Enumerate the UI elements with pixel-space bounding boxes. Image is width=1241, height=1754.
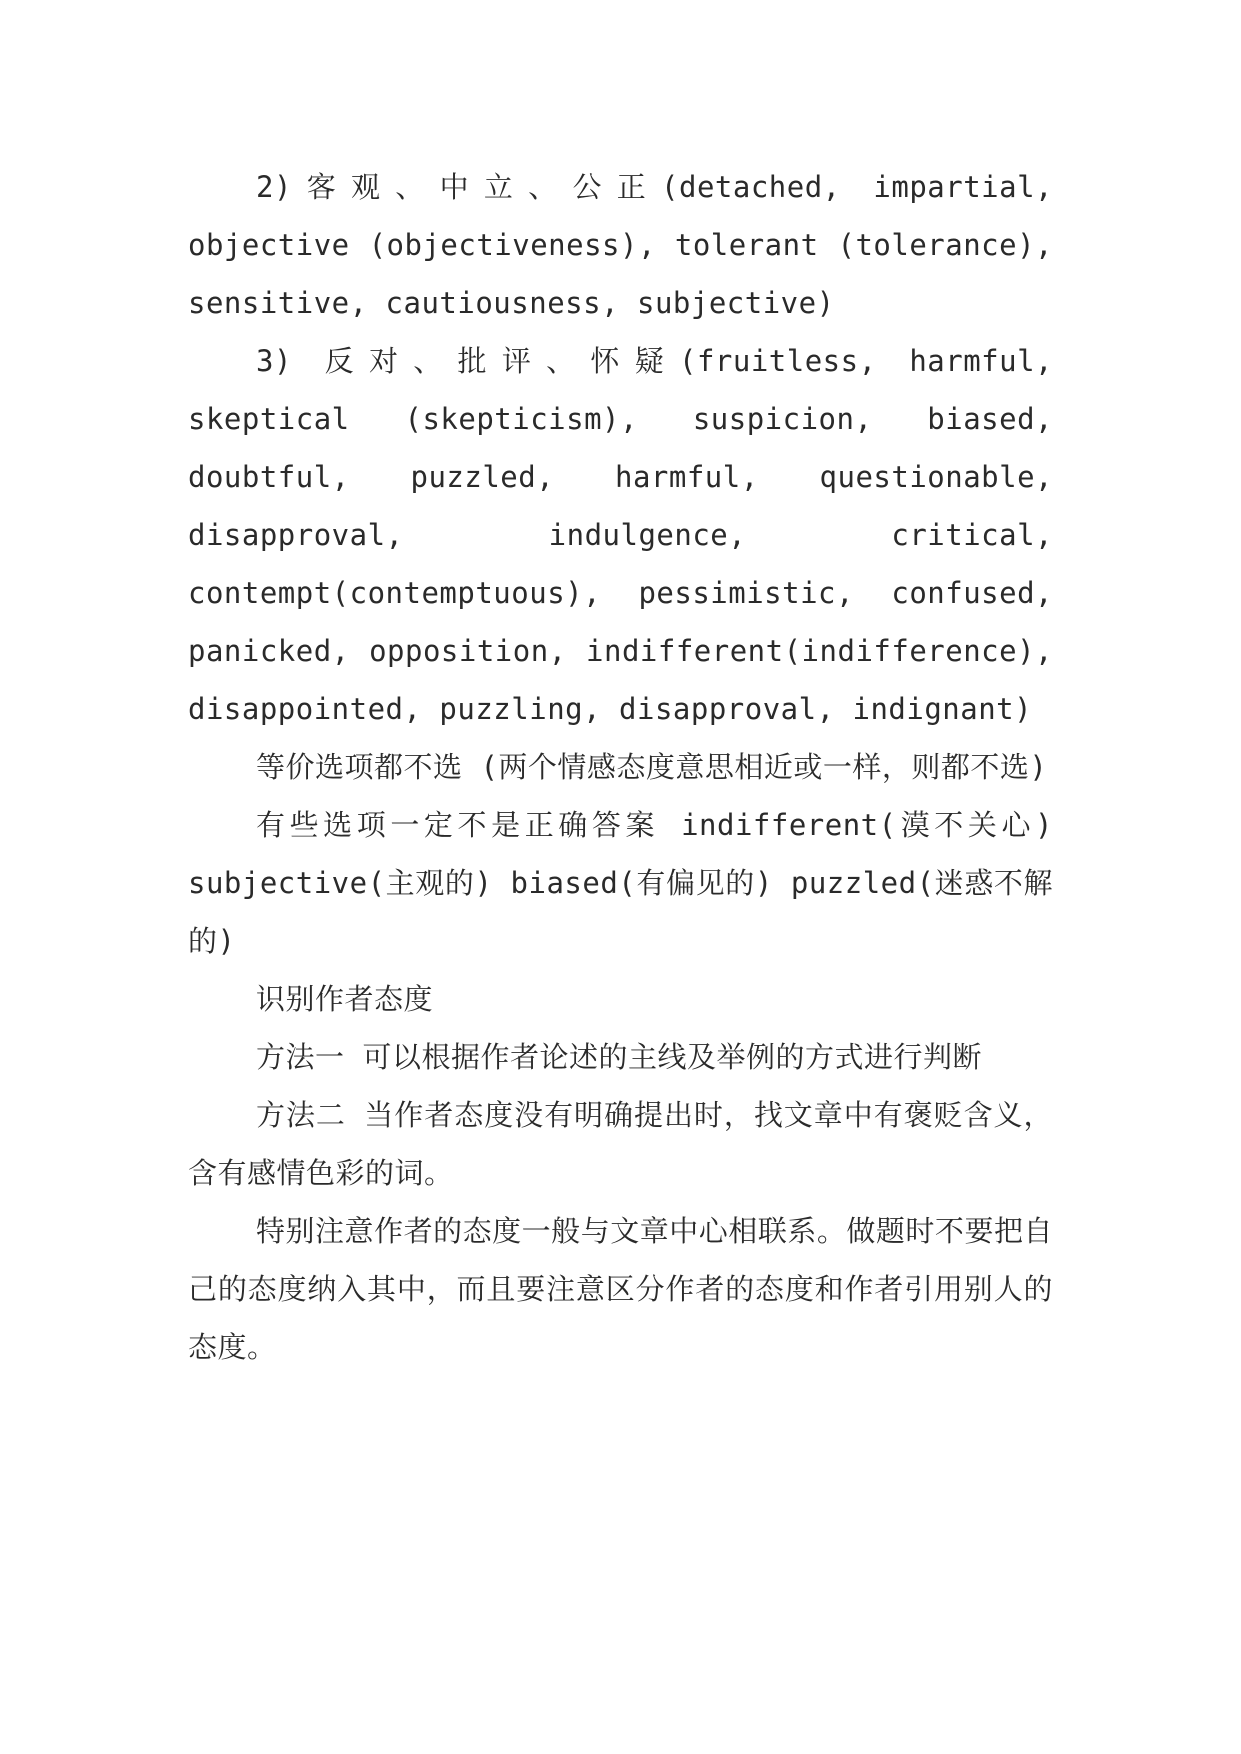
- paragraph-method-one: 方法一 可以根据作者论述的主线及举例的方式进行判断: [256, 1040, 982, 1074]
- paragraph-identify-attitude-heading: 识别作者态度: [256, 982, 434, 1016]
- document-page: [188, 158, 1053, 1376]
- paragraph-method-two: 方法二 当作者态度没有明确提出时，找文章中有褒贬含义，含有感情色彩的词。: [188, 1098, 1053, 1190]
- paragraph-wrong-answers: 有些选项一定不是正确答案 indifferent(漠不关心) subjective(主观的) biased(有偏见的) puzzled(迷惑不解的): [188, 808, 1053, 958]
- paragraph-negative-attitudes: 3) 反对、批评、怀疑(fruitless, harmful, skeptical (skepticism), suspicion, biased, doubtful, puzzled, harmful, questionable, disapproval, indulgence, critical, contempt(contemptuous), pessimistic, confused, panicked, opposition, indifferent(indifference), disappointed, puzzling, disapproval, indignant): [188, 344, 1053, 726]
- paragraph-neutral-attitudes: 2)客观、中立、公正(detached, impartial, objective (objectiveness), tolerant (tolerance), sensitive, cautiousness, subjective): [188, 170, 1053, 320]
- paragraph-special-note: 特别注意作者的态度一般与文章中心相联系。做题时不要把自己的态度纳入其中，而且要注意区分作者的态度和作者引用别人的态度。: [188, 1214, 1053, 1364]
- paragraph-equivalent-options: 等价选项都不选 (两个情感态度意思相近或一样，则都不选): [256, 750, 1048, 784]
